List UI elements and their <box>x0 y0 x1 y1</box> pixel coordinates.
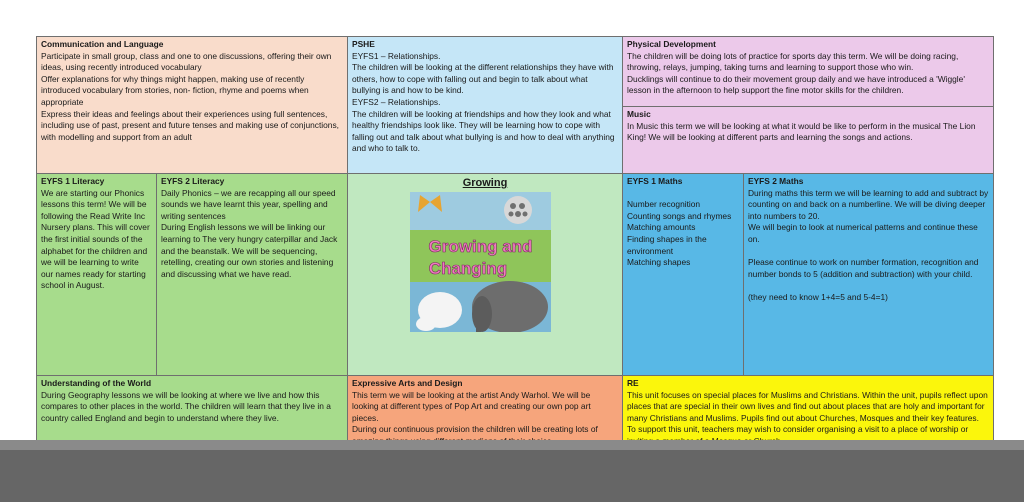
understanding-world-text: During Geography lessons we will be looking at where we live and how this compares to other places in the world. The children will learn that they live in a country called England and begin to understand where they live. <box>41 389 331 423</box>
book-title-line-1: Growing and <box>428 237 533 256</box>
eyfs1-literacy-box <box>36 173 157 376</box>
eyfs1-maths-item-5: Matching shapes <box>627 257 691 268</box>
eyfs2-literacy-line-1: Daily Phonics – we are recapping all our speed sounds we have learnt this year, spelling and writing sentences <box>161 187 336 221</box>
eyfs2-maths-box <box>743 173 994 376</box>
eyfs1-literacy-text: We are starting our Phonics lessons this term! We will be following the Read Write Inc Nursery plans. This will cover the first initial sounds of the alphabet for the children and we will be learning to write our names ready for starting school in August. <box>41 187 150 291</box>
eyfs2-maths-line-1: During maths this term we will be learning to add and subtract by counting on and back on a numberline. We will be diving deeper into numbers to 20. <box>748 187 989 221</box>
eyfs2-maths-heading: EYFS 2 Maths <box>748 176 804 186</box>
re-heading: RE <box>627 378 639 388</box>
communication-language-box <box>36 36 348 174</box>
expressive-arts-line-1: This term we will be looking at the artist Andy Warhol. We will be looking at different types of Pop Art and creating our own pop art pieces. <box>352 389 591 423</box>
eyfs2-maths-line-2: We will begin to look at numerical patterns and continue these on. <box>748 222 978 244</box>
expressive-arts-line-2: During our continuous provision the children will be creating lots of <box>352 424 598 435</box>
eyfs1-maths-item-4: Finding shapes in the environment <box>627 233 707 256</box>
pshe-heading: PSHE <box>352 39 375 49</box>
growing-box <box>347 173 623 376</box>
music-heading: Music <box>627 109 651 119</box>
comm-line-3: Express their ideas and feelings about their experiences using full sentences, including use of past, present and future tenses and making use of conjunctions, with modelling and support from an adult <box>41 108 339 142</box>
eyfs1-maths-item-3: Matching amounts <box>627 222 696 233</box>
communication-language-heading: Communication and Language <box>41 39 164 49</box>
music-text: In Music this term we will be looking at what it would be like to perform in the musical The Lion King! We will be looking at different parts and learning the songs and actions. <box>627 120 976 143</box>
expressive-arts-heading: Expressive Arts and Design <box>352 378 463 388</box>
growing-title: Growing <box>462 177 508 189</box>
pshe-line-3: EYFS2 – Relationships. <box>352 96 441 107</box>
pshe-line-2: The children will be looking at the different relationships they have with others, how to cope with falling out and begin to talk about what bullying is and how to be kind. <box>352 62 614 96</box>
eyfs2-maths-line-3: Please continue to work on number formation, recognition and number bonds to 5 (addition and subtraction) with your child. <box>748 257 979 279</box>
pd-line-2: Ducklings will continue to do their movement group daily and we have introduced a 'Wiggle' lesson in the afternoon to help support the fine motor skills for the children. <box>627 73 965 96</box>
eyfs2-literacy-box <box>156 173 348 376</box>
growing-changing-book-cover <box>410 192 551 332</box>
pshe-box <box>347 36 623 174</box>
pshe-line-4: The children will be looking at friendships and how they look and what healthy friendships look like. They will be learning how to cope with falling out and talk about what bullying is and how to deal with anything and who to talk to. <box>352 108 615 154</box>
eyfs1-maths-item-2: Counting songs and rhymes <box>627 210 732 221</box>
eyfs2-literacy-line-2: During English lessons we will be linking our learning to The very hungry caterpillar and Jack and the beanstalk. We will be sequencing, retelling, creating our own stories and listening and discussing what we have read. <box>161 222 338 279</box>
comm-line-1: Participate in small group, class and one to one discussions, offering their own ideas, using recently introduced vocabulary <box>41 50 332 73</box>
pshe-line-1: EYFS1 – Relationships. <box>352 50 441 61</box>
book-title-line-2: Changing <box>428 259 508 278</box>
comm-line-2: Offer explanations for why things might happen, making use of recently introduced vocabulary from stories, non- fiction, rhyme and poems when appropriate <box>41 73 309 107</box>
music-box <box>622 106 994 174</box>
eyfs1-maths-box <box>622 173 744 376</box>
eyfs2-literacy-heading: EYFS 2 Literacy <box>161 176 225 186</box>
book-cover-illustration <box>410 192 551 332</box>
eyfs1-maths-item-1: Number recognition <box>627 199 701 210</box>
physical-development-box <box>622 36 994 107</box>
re-text: This unit focuses on special places for Muslims and Christians. Within the unit, pupils reflect upon places that are special in their own lives and find out about places that are holy and important for many Christians and Muslims. Pupils find out about Churches, Mosques and their key features. To support this unit, teachers may wish to consider organising a visit to a place of worship or <box>627 389 988 435</box>
physical-development-heading: Physical Development <box>627 39 716 49</box>
eyfs1-literacy-heading: EYFS 1 Literacy <box>41 176 105 186</box>
bottom-grey-bar <box>0 450 1024 502</box>
bottom-shade-band <box>0 440 1024 450</box>
pd-line-1: The children will be doing lots of practice for sports day this term. We will be doing racing, throwing, relays, jumping, taking turns and learning to support those who win. <box>627 50 959 73</box>
eyfs2-maths-line-4: (they need to know 1+4=5 and 5-4=1) <box>748 291 888 302</box>
eyfs1-maths-heading: EYFS 1 Maths <box>627 176 683 186</box>
understanding-world-heading: Understanding of the World <box>41 378 152 388</box>
